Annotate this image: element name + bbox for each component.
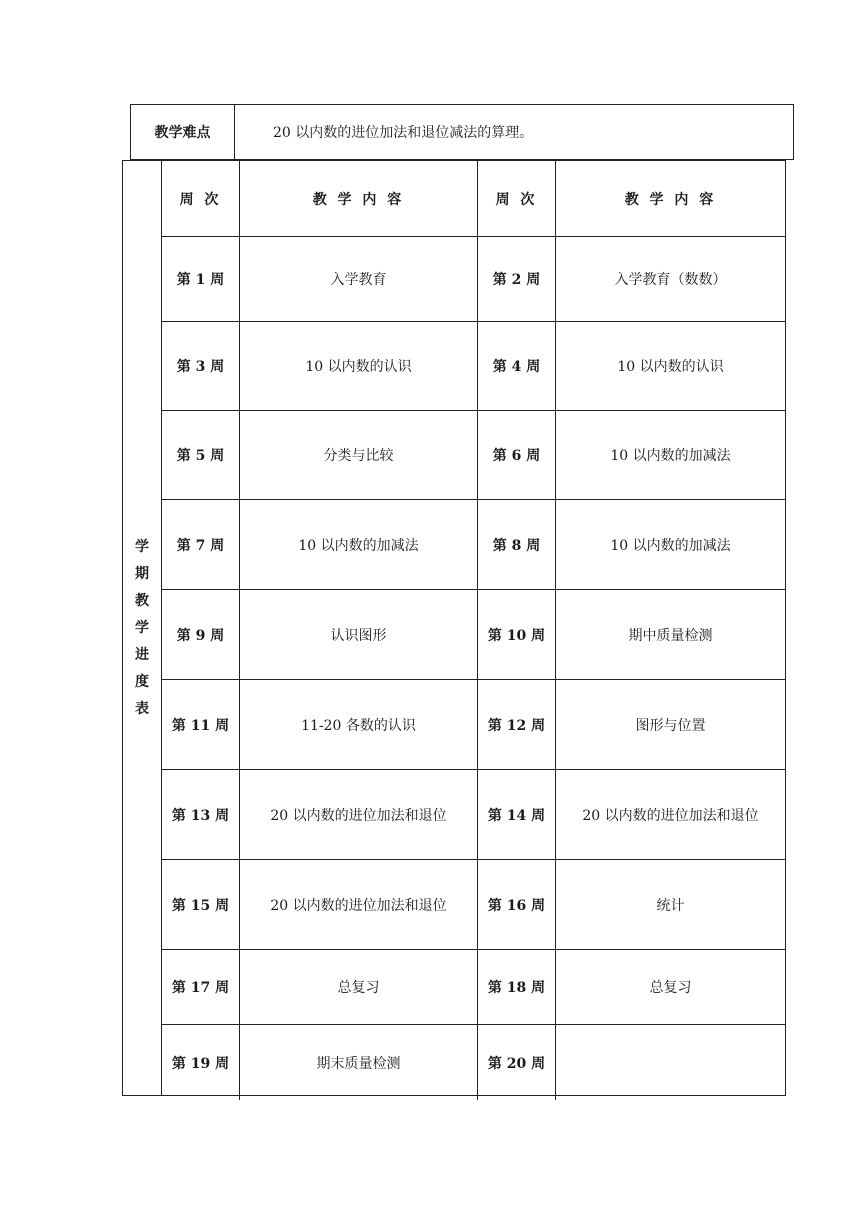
side-char: 表: [135, 701, 149, 717]
week-label: 第 4 周: [478, 322, 556, 411]
schedule-table: [122, 160, 786, 1096]
week-label: 第 17 周: [162, 950, 240, 1025]
week-content: 10 以内数的加减法: [556, 411, 785, 500]
week-label: 第 1 周: [162, 237, 240, 322]
week-content: 11-20 各数的认识: [240, 680, 478, 770]
week-content: [556, 1025, 785, 1100]
week-label: 第 6 周: [478, 411, 556, 500]
side-char: 教: [135, 593, 149, 609]
week-content: 10 以内数的加减法: [240, 500, 478, 590]
header-week-2: 周 次: [478, 161, 556, 237]
week-content: 入学教育: [240, 237, 478, 322]
week-content: 20 以内数的进位加法和退位: [556, 770, 785, 860]
week-content: 10 以内数的认识: [240, 322, 478, 411]
difficulty-value: 20 以内数的进位加法和退位减法的算理。: [273, 125, 534, 141]
week-content: 入学教育（数数）: [556, 237, 785, 322]
week-label: 第 16 周: [478, 860, 556, 950]
difficulty-table: [130, 104, 794, 160]
week-content: 总复习: [240, 950, 478, 1025]
week-label: 第 2 周: [478, 237, 556, 322]
side-char: 学: [135, 620, 149, 636]
side-char: 学: [135, 539, 149, 555]
week-label: 第 10 周: [478, 590, 556, 680]
week-content: 图形与位置: [556, 680, 785, 770]
schedule-grid: [162, 161, 785, 1095]
week-label: 第 5 周: [162, 411, 240, 500]
week-label: 第 12 周: [478, 680, 556, 770]
week-content: 20 以内数的进位加法和退位: [240, 860, 478, 950]
side-char: 度: [135, 674, 149, 690]
week-label: 第 20 周: [478, 1025, 556, 1100]
week-label: 第 8 周: [478, 500, 556, 590]
week-content: 期末质量检测: [240, 1025, 478, 1100]
week-label: 第 15 周: [162, 860, 240, 950]
header-content-2: 教 学 内 容: [556, 161, 785, 237]
week-content: 10 以内数的加减法: [556, 500, 785, 590]
side-char: 进: [135, 647, 149, 663]
header-content-1: 教 学 内 容: [240, 161, 478, 237]
week-label: 第 18 周: [478, 950, 556, 1025]
week-content: 分类与比较: [240, 411, 478, 500]
difficulty-label: 教学难点: [131, 105, 235, 159]
week-content: 20 以内数的进位加法和退位: [240, 770, 478, 860]
week-label: 第 9 周: [162, 590, 240, 680]
week-content: 总复习: [556, 950, 785, 1025]
week-label: 第 19 周: [162, 1025, 240, 1100]
week-label: 第 11 周: [162, 680, 240, 770]
header-week-1: 周 次: [162, 161, 240, 237]
week-label: 第 13 周: [162, 770, 240, 860]
week-label: 第 3 周: [162, 322, 240, 411]
week-content: 10 以内数的认识: [556, 322, 785, 411]
week-content: 统计: [556, 860, 785, 950]
schedule-side-title: [123, 161, 162, 1095]
side-char: 期: [135, 566, 149, 582]
week-label: 第 14 周: [478, 770, 556, 860]
week-content: 期中质量检测: [556, 590, 785, 680]
week-label: 第 7 周: [162, 500, 240, 590]
week-content: 认识图形: [240, 590, 478, 680]
